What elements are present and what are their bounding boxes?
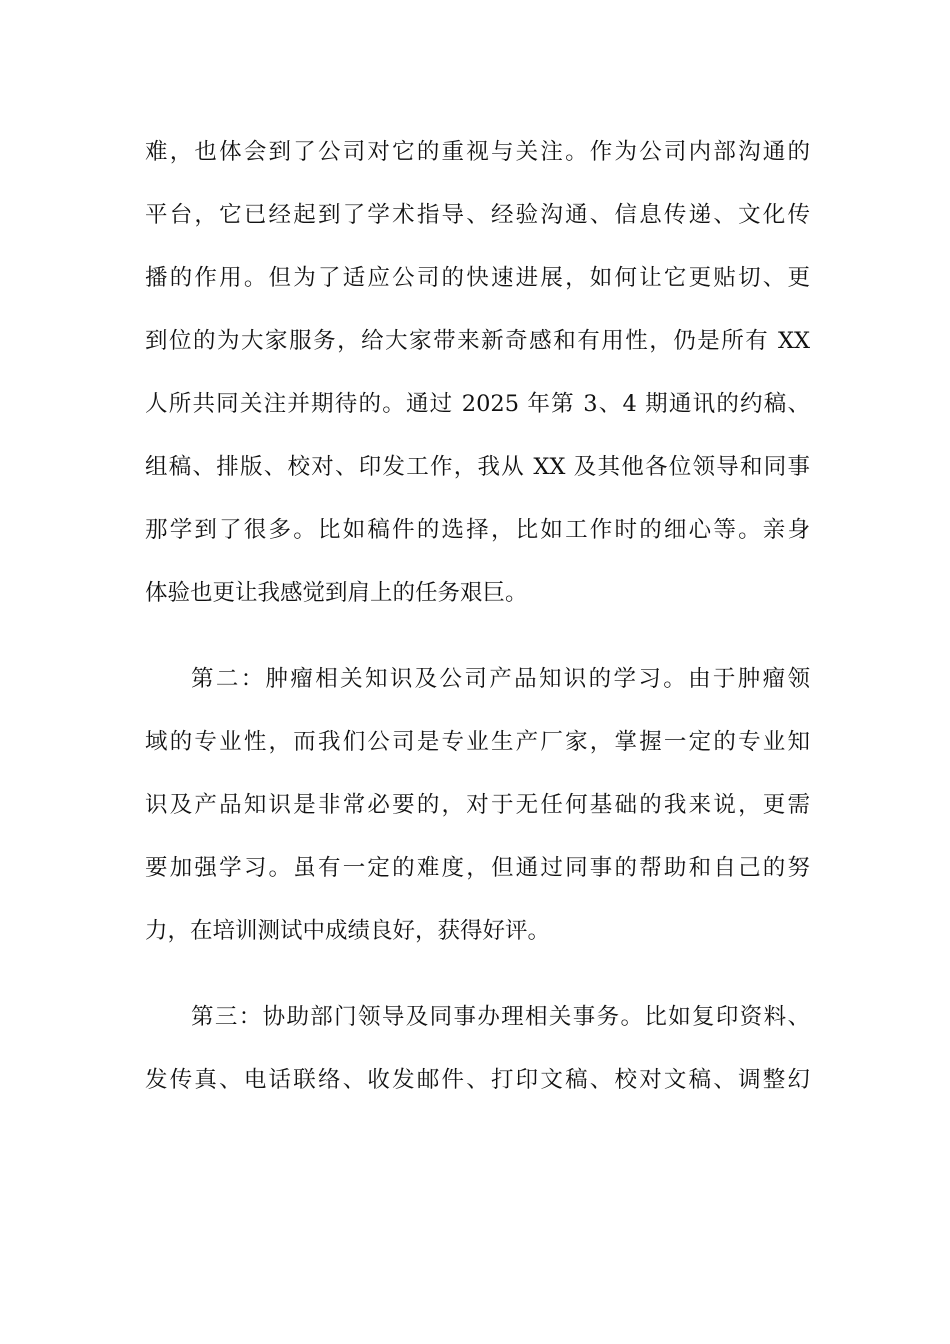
- paragraph-gap: [145, 972, 810, 995]
- paragraph-2: [145, 657, 810, 972]
- text-line: 平台，它已经起到了学术指导、经验沟通、信息传递、文化传: [145, 202, 810, 228]
- text-line: 发传真、电话联络、收发邮件、打印文稿、校对文稿、调整幻: [145, 1067, 810, 1093]
- text-line: 组稿、排版、校对、印发工作，我从 XX 及其他各位领导和同事: [145, 454, 810, 480]
- paragraph-3: [145, 995, 810, 1121]
- text-line: 难，也体会到了公司对它的重视与关注。作为公司内部沟通的: [145, 139, 810, 165]
- text-line: 体验也更让我感觉到肩上的任务艰巨。: [145, 580, 528, 606]
- text-line: 力，在培训测试中成绩良好，获得好评。: [145, 918, 551, 944]
- text-line: 人所共同关注并期待的。通过 2025 年第 3、4 期通讯的约稿、: [145, 391, 810, 417]
- text-line: 那学到了很多。比如稿件的选择，比如工作时的细心等。亲身: [145, 517, 810, 543]
- text-line: 域的专业性，而我们公司是专业生产厂家，掌握一定的专业知: [145, 729, 810, 755]
- text-line: 播的作用。但为了适应公司的快速进展，如何让它更贴切、更: [145, 265, 810, 291]
- paragraph-1: [145, 130, 810, 634]
- document-body: [145, 130, 810, 1121]
- paragraph-gap: [145, 634, 810, 657]
- text-line: 要加强学习。虽有一定的难度，但通过同事的帮助和自己的努: [145, 855, 810, 881]
- text-line: 第三：协助部门领导及同事办理相关事务。比如复印资料、: [191, 1004, 810, 1030]
- text-line: 识及产品知识是非常必要的，对于无任何基础的我来说，更需: [145, 792, 810, 818]
- text-line: 到位的为大家服务，给大家带来新奇感和有用性，仍是所有 XX: [145, 328, 810, 354]
- text-line: 第二：肿瘤相关知识及公司产品知识的学习。由于肿瘤领: [191, 666, 810, 692]
